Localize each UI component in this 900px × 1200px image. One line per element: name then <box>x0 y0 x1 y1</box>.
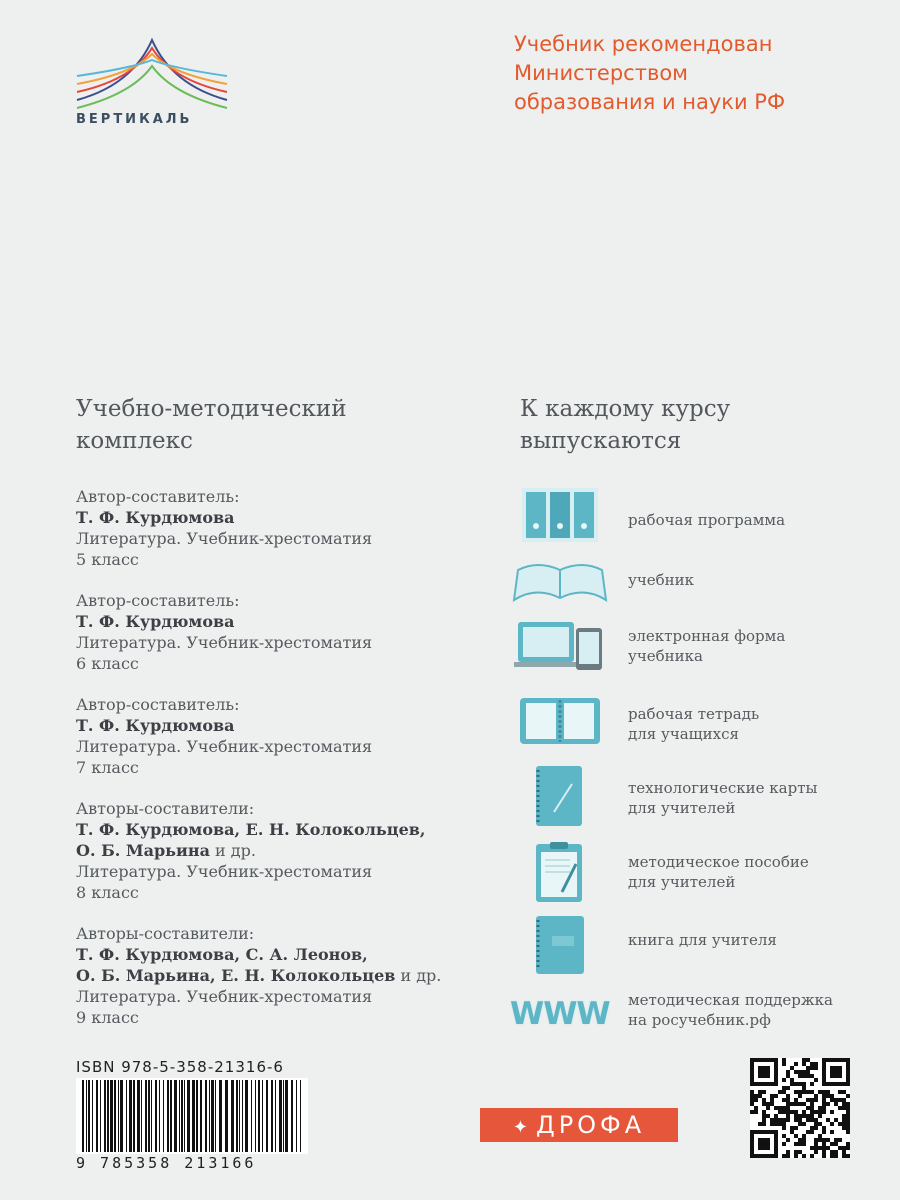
textbook-entry <box>76 923 496 1028</box>
item-label-line: технологические карты <box>628 779 818 797</box>
entry-role: Авторы-составители: <box>76 924 255 943</box>
textbook-list <box>76 486 496 1048</box>
item-label <box>628 778 817 818</box>
heading-line: Учебно-методический <box>76 396 347 422</box>
vertikal-logo-icon <box>72 30 232 110</box>
www-icon <box>510 986 610 1046</box>
devices-icon <box>510 618 610 678</box>
textbook-entry <box>76 590 496 674</box>
entry-role: Авторы-составители: <box>76 799 255 818</box>
entry-role: Автор-составитель: <box>76 487 240 506</box>
item-label-line: учебника <box>628 647 703 665</box>
textbook-entry <box>76 694 496 778</box>
drofa-bird-icon: ✦ <box>512 1117 532 1138</box>
item-label <box>628 704 759 744</box>
series-logo-text: ВЕРТИКАЛЬ <box>76 112 193 127</box>
course-item <box>510 916 880 976</box>
entry-authors: Т. Ф. Курдюмова <box>76 612 235 631</box>
entry-authors-suffix: и др. <box>395 966 442 985</box>
textbook-entry <box>76 486 496 570</box>
umk-heading <box>76 393 347 457</box>
entry-book: Литература. Учебник-хрестоматия <box>76 987 373 1006</box>
item-label-line: электронная форма <box>628 627 786 645</box>
entry-book: Литература. Учебник-хрестоматия <box>76 529 373 548</box>
entry-authors: О. Б. Марьина, Е. Н. Колокольцев <box>76 966 396 985</box>
heading-line: выпускаются <box>520 428 682 454</box>
workbook-icon <box>510 694 610 754</box>
entry-book: Литература. Учебник-хрестоматия <box>76 633 373 652</box>
course-item <box>510 486 880 546</box>
notice-line: образования и науки РФ <box>514 90 786 114</box>
entry-role: Автор-составитель: <box>76 695 240 714</box>
item-label-line: для учителей <box>628 873 736 891</box>
heading-line: К каждому курсу <box>520 396 731 422</box>
entry-grade: 5 класс <box>76 550 139 569</box>
entry-authors: Т. Ф. Курдюмова <box>76 508 235 527</box>
drofa-logo <box>480 1108 678 1142</box>
open-book-icon <box>510 556 610 616</box>
item-label-line: для учителей <box>628 799 736 817</box>
entry-role: Автор-составитель: <box>76 591 240 610</box>
isbn-text: ISBN 978-5-358-21316-6 <box>76 1058 284 1076</box>
qr-code-icon <box>750 1058 850 1158</box>
textbook-entry <box>76 798 496 903</box>
course-item <box>510 694 880 754</box>
item-label-line: на росучебник.рф <box>628 1011 771 1029</box>
entry-authors: О. Б. Марьина <box>76 841 210 860</box>
entry-grade: 8 класс <box>76 883 139 902</box>
ministry-notice <box>514 30 874 117</box>
course-item <box>510 986 880 1046</box>
item-label <box>628 852 809 892</box>
notice-line: Учебник рекомендован <box>514 32 773 56</box>
course-item <box>510 766 880 826</box>
entry-authors-suffix: и др. <box>209 841 256 860</box>
heading-line: комплекс <box>76 428 193 454</box>
entry-authors: Т. Ф. Курдюмова, Е. Н. Колокольцев, <box>76 820 426 839</box>
item-label: учебник <box>628 571 695 589</box>
course-item <box>510 618 880 678</box>
entry-grade: 9 класс <box>76 1008 139 1027</box>
course-heading <box>520 393 730 457</box>
entry-authors: Т. Ф. Курдюмова <box>76 716 235 735</box>
entry-grade: 7 класс <box>76 758 139 777</box>
www-text: WWW <box>510 996 610 1032</box>
entry-book: Литература. Учебник-хрестоматия <box>76 737 373 756</box>
entry-grade: 6 класс <box>76 654 139 673</box>
item-label-line: методическая поддержка <box>628 991 833 1009</box>
entry-book: Литература. Учебник-хрестоматия <box>76 862 373 881</box>
entry-authors: Т. Ф. Курдюмова, С. А. Леонов, <box>76 945 368 964</box>
item-label-line: для учащихся <box>628 725 739 743</box>
item-label <box>628 626 785 666</box>
barcode-number: 9 785358 213166 <box>76 1154 257 1172</box>
course-item <box>510 842 880 902</box>
item-label <box>628 990 833 1030</box>
item-label-line: методическое пособие <box>628 853 809 871</box>
item-label-line: рабочая тетрадь <box>628 705 760 723</box>
notebook-pen-icon <box>510 766 610 826</box>
clipboard-icon <box>510 842 610 902</box>
course-item <box>510 556 880 616</box>
barcode-icon <box>76 1078 308 1154</box>
item-label: рабочая программа <box>628 511 786 529</box>
binders-icon <box>510 486 610 546</box>
item-label: книга для учителя <box>628 931 777 949</box>
book-icon <box>510 916 610 976</box>
drofa-brand-text: ДРОФА <box>535 1111 646 1139</box>
notice-line: Министерством <box>514 61 689 85</box>
